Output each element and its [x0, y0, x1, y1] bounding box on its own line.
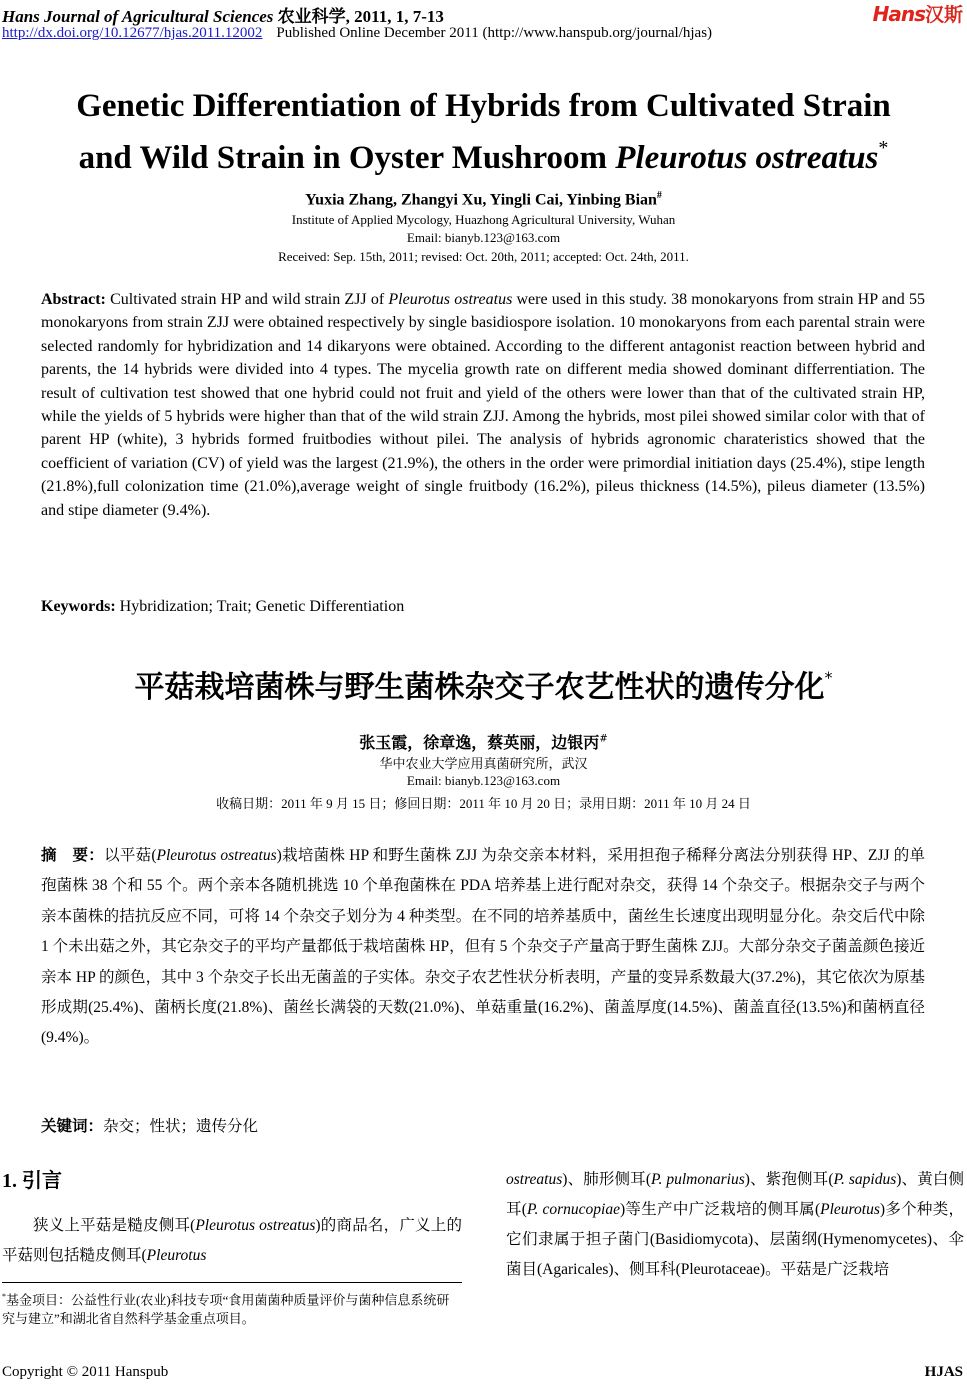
keywords-cn-text: 杂交；性状；遗传分化	[103, 1118, 259, 1135]
body-italic: P. sapidus	[833, 1171, 897, 1188]
authors-cn	[0, 730, 967, 753]
body-text: )、紫孢侧耳(	[744, 1171, 834, 1188]
abstract-cn-text-a: 以平菇(	[104, 847, 157, 864]
received-dates-en: Received: Sep. 15th, 2011; revised: Oct. 20th, 2011; accepted: Oct. 24th, 2011.	[278, 249, 689, 264]
body-text: )、肺形侧耳(	[562, 1171, 651, 1188]
abstract-text-b: were used in this study. 38 monokaryons from strain HP and 55 monokaryons from strain ZJJ were obtained respectively by single basidiospore isolation. 10 monokaryons from each parental strain were selected randomly for hybridization and 14 dikaryons were obtained. According to the different antagonist reaction between hybrid and parents, the 14 hybrids were divided into 4 types. The mycelia growth rate on different media showed dominant differrentiation. The result of cultivation test showed that one hybrid could not fruit and yield of the others were lower than that of the cultivated strain HP, while the yields of 5 hybrids were higher than that of the wild strain ZJJ. Among the hybrids, most pilei showed similar color with that of parent HP (white), 3 hybrids formed fruitbodies without pilei. The analysis of hybrids agronomic charateristics showed that the coefficient of variation (CV) of yield was the largest (21.9%), the others in the order were primordial initiation days (25.4%), stipe length (21.8%),full colonization time (21.0%),average weight of single fruitbody (16.2%), pileus thickness (14.5%), pileus diameter (13.5%) and stipe diameter (9.4%).	[41, 291, 926, 519]
title-line-2	[0, 127, 967, 179]
published-online: Published Online December 2011 (http://www.hanspub.org/journal/hjas)	[276, 25, 713, 41]
title-line-2-plain: and Wild Strain in Oyster Mushroom	[78, 140, 616, 176]
keywords-text: Hybridization; Trait; Genetic Differentiation	[115, 598, 405, 615]
intro-paragraph-right	[506, 1165, 964, 1285]
abstract-text-a: Cultivated strain HP and wild strain ZJJ of	[105, 291, 389, 308]
footer-journal-abbr: HJAS	[924, 1364, 963, 1380]
title-footnote-mark: *	[878, 137, 889, 159]
keywords-cn-label: 关键词：	[41, 1117, 104, 1135]
section-heading-1	[2, 1164, 62, 1193]
email-en: Email: bianyb.123@163.com	[406, 230, 561, 245]
body-italic: P. pulmonarius	[651, 1171, 745, 1188]
keywords-en	[41, 598, 404, 616]
body-italic: Pleurotus	[146, 1247, 207, 1264]
logo-cn: 汉斯	[924, 4, 963, 26]
keywords-label: Keywords:	[41, 598, 116, 615]
body-text: )多个种类，它们隶属于担子菌门(Basidiomycota)、层菌纲(Hymenomycetes)、伞菌目(Agaricales)、侧耳科(Pleurotaceae)。平菇是广泛栽培	[506, 1201, 965, 1278]
abstract-label: Abstract:	[41, 291, 106, 308]
paper-title-en	[0, 85, 967, 179]
doi-line	[2, 25, 712, 42]
abstract-species: Pleurotus ostreatus	[388, 291, 513, 308]
title-cn-mark: *	[824, 668, 833, 687]
section-number: 1.	[2, 1170, 17, 1192]
author-names-cn: 张玉霞，徐章逸，蔡英丽，边银丙	[359, 733, 600, 752]
affiliation-en: Institute of Applied Mycology, Huazhong Agricultural University, Wuhan	[291, 212, 676, 227]
abstract-cn-species: Pleurotus ostreatus	[156, 847, 277, 864]
intro-paragraph-left	[2, 1211, 462, 1271]
body-italic: Pleurotus	[820, 1201, 880, 1218]
body-text: )的商品名，广义上的平菇则包括糙皮侧耳(	[2, 1217, 462, 1264]
section-title: 引言	[22, 1168, 62, 1192]
body-italic: ostreatus	[506, 1171, 563, 1188]
body-italic: Pleurotus ostreatus	[195, 1217, 316, 1234]
abstract-en	[41, 288, 925, 522]
footnote-divider	[2, 1282, 462, 1283]
body-text: 狭义上平菇是糙皮侧耳(	[33, 1217, 196, 1234]
doi-link[interactable]: http://dx.doi.org/10.12677/hjas.2011.12002	[2, 25, 263, 41]
journal-name-cn-issue: 农业科学, 2011, 1, 7-13	[277, 7, 444, 26]
title-cn-text: 平菇栽培菌株与野生菌株杂交子农艺性状的遗传分化	[134, 670, 825, 705]
received-dates-cn: 收稿日期：2011 年 9 月 15 日；修回日期：2011 年 10 月 20 日；录用日期：2011 年 10 月 24 日	[216, 796, 751, 811]
abstract-cn-text-b: )栽培菌株 HP 和野生菌株 ZJJ 为杂交亲本材料，采用担孢子稀释分离法分别获得 HP、ZJJ 的单孢菌株 38 个和 55 个。两个亲本各随机挑选 10 个单孢菌株在 PDA 培养基上进行配对杂交，获得 14 个杂交子。根据杂交子与两个亲本菌株的拮抗反应不同，可将 14 个杂交子划分为 4 种类型。在不同的培养基质中，菌丝生长速度出现明显分化。杂交后代中除 1 个未出菇之外，其它杂交子的平均产量都低于栽培菌株 HP，但有 5 个杂交子产量高于野生菌株 ZJJ。大部分杂交子菌盖颜色接近亲本 HP 的颜色，其中 3 个杂交子长出无菌盖的子实体。杂交子农艺性状分析表明，产量的变异系数最大(37.2%)，其它依次为原基形成期(25.4%)、菌柄长度(21.8%)、菌丝长满袋的天数(21.0%)、单菇重量(16.2%)、菌盖厚度(14.5%)、菌盖直径(13.5%)和菌柄直径(9.4%)。	[41, 847, 925, 1047]
body-italic: P. cornucopiae	[526, 1201, 620, 1218]
footer-copyright: Copyright © 2011 Hanspub	[2, 1364, 169, 1380]
footnote-mark: *	[2, 1292, 6, 1301]
logo-en: Hans	[872, 2, 925, 26]
body-text: )、黄白侧耳(	[506, 1171, 965, 1218]
body-text: )等生产中广泛栽培的侧耳属(	[619, 1201, 821, 1218]
body-column-left	[2, 1211, 462, 1271]
footnote-text: 基金项目：公益性行业(农业)科技专项“食用菌菌种质量评价与菌种信息系统研究与建立”和湖北省自然科学基金重点项目。	[2, 1292, 450, 1327]
journal-header	[2, 2, 444, 27]
hans-logo	[873, 0, 963, 27]
body-column-right	[506, 1165, 964, 1285]
title-line-1: Genetic Differentiation of Hybrids from Cultivated Strain	[76, 88, 891, 124]
journal-name-en: Hans Journal of Agricultural Sciences	[2, 7, 274, 26]
footnote-funding	[2, 1287, 462, 1328]
abstract-cn-label: 摘 要：	[41, 846, 105, 864]
affiliation-cn: 华中农业大学应用真菌研究所，武汉	[379, 756, 588, 771]
email-cn: Email: bianyb.123@163.com	[406, 773, 561, 788]
authors-en	[0, 190, 967, 209]
paper-title-cn	[0, 662, 967, 706]
author-names: Yuxia Zhang, Zhangyi Xu, Yingli Cai, Yinbing Bian	[305, 191, 657, 209]
corresponding-mark-cn: #	[599, 733, 608, 745]
abstract-cn	[41, 840, 925, 1054]
title-species: Pleurotus ostreatus	[615, 140, 879, 176]
corresponding-mark: #	[656, 190, 662, 201]
keywords-cn	[41, 1114, 258, 1136]
